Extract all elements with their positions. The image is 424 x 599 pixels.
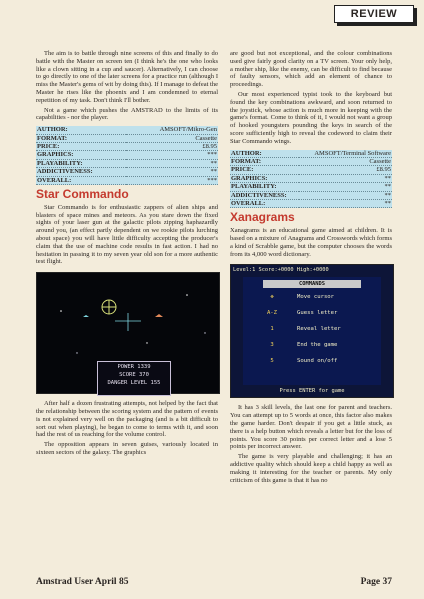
command-key: ✥ [270,294,274,301]
rating-label: GRAPHICS: [230,174,299,182]
command-key: 5 [270,358,274,365]
rating-label: GRAPHICS: [36,151,126,159]
rating-label: FORMAT: [36,134,126,142]
command-action: End the game [297,342,338,349]
rating-box-one [36,126,218,185]
rating-row [36,151,218,159]
crosshair-icon [115,313,141,331]
paragraph: Not a game which pushes the AMSTRAD to the limits of its capabilities - nor the player. [36,106,218,122]
rating-label: FORMAT: [230,157,299,165]
command-action: Move cursor [297,294,335,301]
paragraph: It has 3 skill levels, the last one for parent and teachers. You can attempt up to 5 words at once, this factor also makes the game harder. Don't despair if you get a little stuck, as there is a help button which reveals a letter but for the loss of points. You score 30 points per correct letter and a lose 5 points per incorrect answer. [230,404,392,451]
command-row [257,308,375,319]
rating-value: Cassette [126,134,218,142]
rating-row [230,183,392,191]
command-row [257,324,375,335]
rating-label: OVERALL: [36,176,126,184]
press-enter-prompt: Press ENTER for game [279,387,345,394]
command-action: Guess letter [297,310,338,317]
page-number: Page 37 [360,577,392,587]
rating-label: PLAYABILITY: [36,159,126,167]
command-action: Reveal letter [297,326,341,333]
rating-label: PLAYABILITY: [230,183,299,191]
command-key: 3 [270,342,274,349]
rating-box-two [230,150,392,209]
rating-row [36,176,218,184]
rating-value: ** [299,191,393,199]
rating-value: ** [126,168,218,176]
rating-label: PRICE: [36,142,126,150]
paragraph: The opposition appears in seven guises, variously located in sixteen sectors of the galaxy. The graphics [36,441,218,456]
page-footer [36,577,392,587]
paragraph: After half a dozen frustrating attempts, not helped by the fact that the relationship between the scoring system and the pattern of events is not explained very well on the packaging (and is a bit difficult to sort out when playing), he began to come to terms with it, and soon had the rest of us reaching for the volume control. [36,400,218,439]
rating-value: AMSOFT/Terminal Software [299,150,393,158]
rating-value: £8.95 [299,166,393,174]
alien-ship-icon [102,300,116,314]
rating-label: AUTHOR: [36,126,126,134]
xanagrams-screenshot [230,264,394,398]
right-column [230,50,392,486]
danger-readout: DANGER LEVEL 155 [107,380,161,387]
paragraph: Our most experienced typist took to the keyboard but found the key combinations awkward, and soon returned to the joystick, whose action is much more in keeping with the game's format. Come to think of it, I would not want a group of hooked youngsters pounding the keys in search of the score sufficiently high to reveal the codeword to claim their Star Commando wings. [230,90,392,145]
rating-row [36,168,218,176]
rating-value: *** [126,176,218,184]
rating-value: £8.95 [126,142,218,150]
command-row [257,340,375,351]
rating-row [36,159,218,167]
command-row [257,356,375,367]
paragraph: The aim is to battle through nine screens of this and finally to do battle with the Master on screen ten (I think he's the one who looks like a clown sitting in a cup and saucer). Alternatively, I can choose to go directly to one of the later screens for a practice run (although I miss the Master's gems of wit by doing this). If I manage to defeat the Master he rises like the phoenix and I am condemned to eternal repetition of my task. Don't think I'll bother. [36,50,218,104]
publication-name: Amstrad User April 85 [36,577,129,587]
review-title-xanagrams: Xanagrams [230,210,295,225]
paragraph: Xanagrams is an educational game aimed at children. It is based on a mixture of Anagrams and Crosswords which forms a kind of Scrabble game, but the computer chooses the words from its 4,000 word dictionary. [230,227,392,258]
score-bar: Level:1 Score:+0000 High:+0000 [233,267,329,274]
command-key: 1 [270,326,274,333]
power-readout: POWER 1339 [117,364,151,371]
rating-row [36,134,218,142]
rating-label: OVERALL: [230,200,299,208]
rating-row [36,142,218,150]
rating-label: AUTHOR: [230,150,299,158]
commands-panel [243,277,381,385]
enemy-ship-icon [83,314,163,317]
paragraph: Star Commando is for enthusiastic zappers of alien ships and blasters of space mines and meteors. As you stare down the fixed sights of your laser gun at the galactic pilots zipping haphazardly around you, (an effect partly dependent on we rookie pilots lurching about space) you will have little difficulty accepting the producer's claim that the use of machine code results in fast action. I had no hesitation in passing it to my seven year old son for a more authentic test flight. [36,203,218,266]
rating-value: Cassette [299,157,393,165]
rating-label: ADDICTIVENESS: [230,191,299,199]
command-row [257,292,375,303]
command-key: A-Z [266,310,278,317]
section-tab-label: REVIEW [350,8,398,20]
rating-row [230,191,392,199]
rating-row [230,157,392,165]
paragraph: The game is very playable and challenging; it has an addictive quality which should keep a child happy as well as making it interesting for the teacher or parents. My only criticism of this game is that it has no [230,453,392,484]
rating-value: ** [299,174,393,182]
score-readout: SCORE 370 [119,372,149,379]
left-column [36,50,218,459]
rating-label: ADDICTIVENESS: [36,168,126,176]
rating-value: *** [126,151,218,159]
rating-row [230,200,392,208]
rating-row [230,150,392,158]
command-action: Sound on/off [297,358,338,365]
status-panel [97,361,171,396]
star-commando-screenshot [36,272,220,394]
paragraph: are good but not exceptional, and the colour combinations used give fairly good clarity on a TV screen. Your only help, a mother ship, like the enemy, can be difficult to find because of faulty sensors, which add an element of chance to proceedings. [230,50,392,89]
rating-value: ** [299,183,393,191]
commands-title: COMMANDS [263,280,361,288]
rating-value: ** [299,200,393,208]
review-title-star-commando: Star Commando [36,187,129,202]
rating-label: PRICE: [230,166,299,174]
rating-row [230,174,392,182]
rating-value: ** [126,159,218,167]
rating-row [230,166,392,174]
rating-row [36,126,218,134]
section-tab [334,5,414,23]
rating-value: AMSOFT/Mikro-Gen [126,126,218,134]
